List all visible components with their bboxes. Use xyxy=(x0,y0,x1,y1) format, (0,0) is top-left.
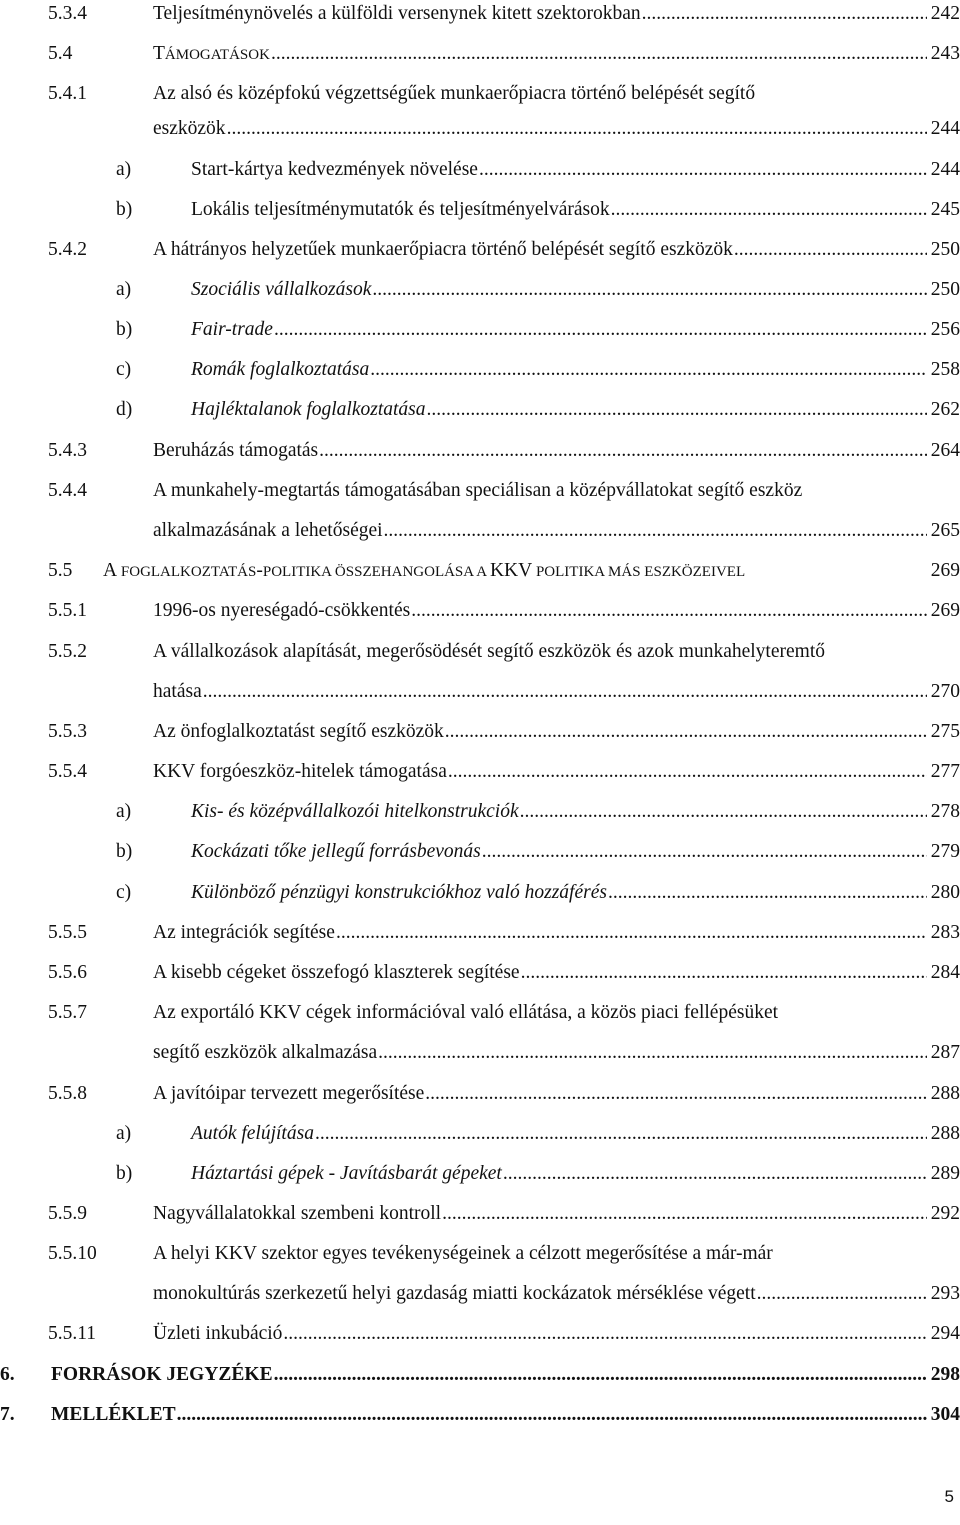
entry-title: KKV forgóeszköz-hitelek támogatása xyxy=(153,761,447,782)
entry-title: Lokális teljesítménymutatók és teljesítményelvárások xyxy=(191,199,610,220)
leader-dots xyxy=(425,1074,926,1114)
leader-dots xyxy=(445,712,927,752)
toc-entry xyxy=(0,953,960,993)
entry-title: Kis- és középvállalkozói hitelkonstrukciók xyxy=(191,801,519,822)
toc-entry xyxy=(0,431,960,471)
page-number: 242 xyxy=(930,3,960,24)
entry-letter: a) xyxy=(116,279,132,300)
toc-entry xyxy=(0,792,960,832)
entry-title: Hajléktalanok foglalkoztatása xyxy=(191,399,426,420)
toc-entry xyxy=(0,873,960,913)
page-number: 288 xyxy=(930,1083,960,1104)
page-number: 284 xyxy=(930,962,960,983)
section-number: 5.5 xyxy=(48,560,73,581)
section-number: 5.4.2 xyxy=(48,239,87,260)
page-number: 265 xyxy=(930,520,960,541)
entry-title-line2: segítő eszközök alkalmazása xyxy=(153,1042,378,1063)
toc-entry xyxy=(0,993,960,1033)
page-number: 275 xyxy=(930,721,960,742)
entry-title-line1: A munkahely-megtartás támogatásában speciálisan a középvállatokat segítő eszköz xyxy=(153,480,803,501)
entry-letter: a) xyxy=(116,1123,132,1144)
page-number: 288 xyxy=(930,1123,960,1144)
entry-title: Az integrációk segítése xyxy=(153,922,335,943)
section-number: 5.4 xyxy=(48,43,73,64)
entry-title-line2: hatása xyxy=(153,681,202,702)
section-number: 5.5.4 xyxy=(48,761,87,782)
toc-entry xyxy=(0,350,960,390)
entry-title: Kockázati tőke jellegű forrásbevonás xyxy=(191,841,481,862)
section-number: 5.5.11 xyxy=(48,1323,97,1344)
leader-dots xyxy=(608,873,927,913)
leader-dots xyxy=(336,913,927,953)
entry-title: A kisebb cégeket összefogó klaszterek segítése xyxy=(153,962,520,983)
leader-dots xyxy=(378,1033,927,1073)
page-number: 250 xyxy=(930,279,960,300)
leader-dots xyxy=(274,1355,927,1395)
entry-title: Üzleti inkubáció xyxy=(153,1323,283,1344)
leader-dots xyxy=(319,431,927,471)
section-number: 5.5.1 xyxy=(48,600,87,621)
section-number: 5.5.5 xyxy=(48,922,87,943)
entry-title: Romák foglalkoztatása xyxy=(191,359,370,380)
toc-entry xyxy=(0,632,960,672)
page-number: 245 xyxy=(930,199,960,220)
leader-dots xyxy=(271,34,927,74)
toc-entry xyxy=(0,471,960,511)
entry-letter: b) xyxy=(116,1163,133,1184)
entry-title: Autók felújítása xyxy=(191,1123,314,1144)
leader-dots xyxy=(372,270,926,310)
page-number: 269 xyxy=(930,600,960,621)
page-number: 264 xyxy=(930,440,960,461)
entry-title: A hátrányos helyzetűek munkaerőpiacra történő belépését segítő eszközök xyxy=(153,239,733,260)
entry-title-line2: monokultúrás szerkezetű helyi gazdaság miatti kockázatok mérséklése végett xyxy=(153,1283,756,1304)
page-number: 293 xyxy=(930,1283,960,1304)
page-number: 298 xyxy=(930,1364,960,1385)
page-number: 304 xyxy=(930,1404,960,1425)
page-number: 243 xyxy=(930,43,960,64)
leader-dots xyxy=(427,390,927,430)
toc-entry xyxy=(0,230,960,270)
page-number: 287 xyxy=(930,1042,960,1063)
section-number: 5.5.10 xyxy=(48,1243,97,1264)
leader-dots xyxy=(448,752,927,792)
entry-title-line1: Az exportáló KKV cégek információval való ellátása, a közös piaci fellépésüket xyxy=(153,1002,779,1023)
toc-entry xyxy=(0,34,960,74)
page-number: 262 xyxy=(930,399,960,420)
section-number: 5.5.2 xyxy=(48,641,87,662)
entry-letter: c) xyxy=(116,882,132,903)
entry-title: Szociális vállalkozások xyxy=(191,279,372,300)
toc-entry xyxy=(0,0,960,34)
section-number: 6. xyxy=(0,1364,15,1385)
entry-title: FORRÁSOK JEGYZÉKE xyxy=(51,1364,273,1385)
entry-letter: b) xyxy=(116,841,133,862)
toc-entry xyxy=(0,270,960,310)
page-number: 258 xyxy=(930,359,960,380)
leader-dots xyxy=(482,832,927,872)
toc-entry xyxy=(0,1114,960,1154)
entry-title: Start-kártya kedvezmények növelése xyxy=(191,159,478,180)
section-number: 5.4.1 xyxy=(48,83,87,104)
entry-letter: d) xyxy=(116,399,133,420)
page-number: 278 xyxy=(930,801,960,822)
leader-dots xyxy=(520,792,927,832)
toc-entry xyxy=(0,1154,960,1194)
entry-title-line1: Az alsó és középfokú végzettségűek munkaerőpiacra történő belépését segítő xyxy=(153,83,756,104)
leader-dots xyxy=(274,310,927,350)
toc-entry xyxy=(0,190,960,230)
toc-entry xyxy=(0,551,960,591)
entry-title-line1: A vállalkozások alapítását, megerősödését segítő eszközök és azok munkahelyteremtő xyxy=(153,641,825,662)
page-number: 270 xyxy=(930,681,960,702)
toc-entry xyxy=(0,712,960,752)
section-number: 5.4.4 xyxy=(48,480,87,501)
entry-letter: a) xyxy=(116,801,132,822)
section-number: 5.5.7 xyxy=(48,1002,87,1023)
page-number: 289 xyxy=(930,1163,960,1184)
page-number: 250 xyxy=(930,239,960,260)
toc-entry xyxy=(0,1355,960,1395)
leader-dots xyxy=(734,230,927,270)
footer-page-number: 5 xyxy=(944,1487,954,1506)
leader-dots xyxy=(315,1114,927,1154)
leader-dots xyxy=(611,190,927,230)
leader-dots xyxy=(177,1395,927,1435)
page-number: 283 xyxy=(930,922,960,943)
section-number: 5.3.4 xyxy=(48,3,87,24)
entry-title: Teljesítménynövelés a külföldi versenynek kitett szektorokban xyxy=(153,3,641,24)
toc-entry xyxy=(0,1395,960,1435)
toc-entry xyxy=(0,150,960,190)
page-number: 277 xyxy=(930,761,960,782)
page-number: 244 xyxy=(930,118,960,139)
leader-dots xyxy=(479,150,927,190)
page-number: 244 xyxy=(930,159,960,180)
leader-dots xyxy=(283,1314,926,1354)
page-number: 292 xyxy=(930,1203,960,1224)
section-number: 5.5.8 xyxy=(48,1083,87,1104)
entry-title: Beruházás támogatás xyxy=(153,440,319,461)
toc-entry-continuation xyxy=(0,672,960,712)
entry-title: Nagyvállalatokkal szembeni kontroll xyxy=(153,1203,442,1224)
entry-letter: a) xyxy=(116,159,132,180)
toc-entry-continuation xyxy=(0,511,960,551)
toc-entry xyxy=(0,1194,960,1234)
entry-letter: b) xyxy=(116,319,133,340)
entry-letter: b) xyxy=(116,199,133,220)
section-number: 5.5.3 xyxy=(48,721,87,742)
entry-title-line2: alkalmazásának a lehetőségei xyxy=(153,520,383,541)
leader-dots xyxy=(442,1194,927,1234)
toc-entry xyxy=(0,1234,960,1274)
toc-entry-continuation xyxy=(0,1033,960,1073)
toc-entry-continuation xyxy=(0,1274,960,1314)
toc-entry xyxy=(0,1074,960,1114)
toc-entry xyxy=(0,390,960,430)
entry-title: A javítóipar tervezett megerősítése xyxy=(153,1083,425,1104)
entry-title: Az önfoglalkoztatást segítő eszközök xyxy=(153,721,444,742)
toc-entry-continuation xyxy=(0,109,960,149)
entry-title: Háztartási gépek - Javításbarát gépeket xyxy=(191,1163,502,1184)
toc-entry xyxy=(0,913,960,953)
page-number: 280 xyxy=(930,882,960,903)
section-number: 5.5.9 xyxy=(48,1203,87,1224)
toc-entry xyxy=(0,74,960,114)
entry-title-line2: eszközök xyxy=(153,118,226,139)
entry-title: Különböző pénzügyi konstrukciókhoz való hozzáférés xyxy=(191,882,607,903)
leader-dots xyxy=(370,350,927,390)
section-number: 5.5.6 xyxy=(48,962,87,983)
page-number: 279 xyxy=(930,841,960,862)
toc-entry xyxy=(0,591,960,631)
leader-dots xyxy=(384,511,927,551)
leader-dots xyxy=(411,591,927,631)
toc-entry xyxy=(0,310,960,350)
leader-dots xyxy=(503,1154,927,1194)
entry-title: A FOGLALKOZTATÁS-POLITIKA ÖSSZEHANGOLÁSA A KKV POLITIKA MÁS ESZKÖZEIVEL xyxy=(103,560,746,581)
toc-entry xyxy=(0,832,960,872)
leader-dots xyxy=(521,953,927,993)
toc-entry xyxy=(0,752,960,792)
leader-dots xyxy=(227,109,927,149)
toc-entry xyxy=(0,1314,960,1354)
entry-title-line1: A helyi KKV szektor egyes tevékenységeinek a célzott megerősítése a már-már xyxy=(153,1243,773,1264)
entry-title: MELLÉKLET xyxy=(51,1404,176,1425)
section-number: 7. xyxy=(0,1404,15,1425)
page-number: 256 xyxy=(930,319,960,340)
leader-dots xyxy=(757,1274,927,1314)
entry-title: TÁMOGATÁSOK xyxy=(153,43,270,64)
leader-dots xyxy=(642,0,927,34)
page-number: 269 xyxy=(930,560,960,581)
section-number: 5.4.3 xyxy=(48,440,87,461)
leader-dots xyxy=(203,672,927,712)
entry-letter: c) xyxy=(116,359,132,380)
entry-title: Fair-trade xyxy=(191,319,273,340)
entry-title: 1996-os nyereségadó-csökkentés xyxy=(153,600,411,621)
page-number: 294 xyxy=(930,1323,960,1344)
